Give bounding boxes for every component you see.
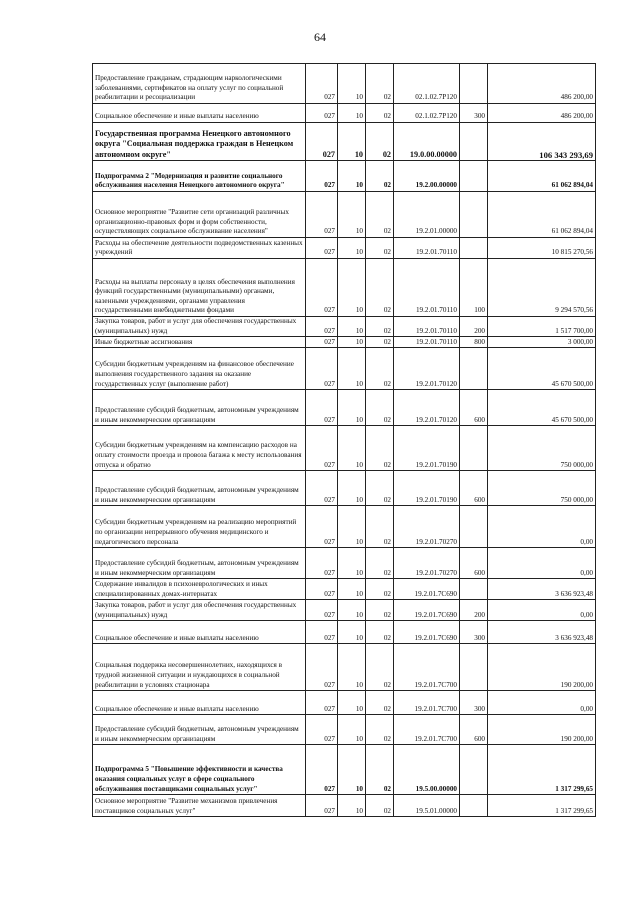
cell-section-code: 10 [338, 548, 366, 579]
cell-admin-code: 027 [306, 715, 338, 745]
cell-expense-type-code [460, 795, 488, 817]
cell-row-name: Предоставление субсидий бюджетным, автономным учреждениям и иным некоммерческим организациям [93, 715, 306, 745]
cell-target-article-code: 19.2.01.7С700 [394, 644, 460, 691]
cell-section-code: 10 [338, 426, 366, 471]
cell-target-article-code: 19.2.01.70110 [394, 337, 460, 348]
cell-subsection-code: 02 [366, 621, 394, 644]
cell-subsection-code: 02 [366, 691, 394, 715]
cell-amount: 106 343 293,69 [488, 123, 596, 161]
cell-expense-type-code: 600 [460, 390, 488, 426]
cell-amount: 1 317 299,65 [488, 745, 596, 795]
cell-section-code: 10 [338, 348, 366, 390]
cell-admin-code: 027 [306, 259, 338, 317]
table-row [93, 337, 596, 348]
cell-row-name: Предоставление субсидий бюджетным, автономным учреждениям и иным некоммерческим организациям [93, 548, 306, 579]
cell-admin-code: 027 [306, 506, 338, 548]
cell-amount: 3 636 923,48 [488, 579, 596, 600]
cell-subsection-code: 02 [366, 337, 394, 348]
table-row [93, 123, 596, 161]
table-row [93, 348, 596, 390]
cell-expense-type-code [460, 506, 488, 548]
cell-amount: 0,00 [488, 548, 596, 579]
cell-amount: 45 670 500,00 [488, 390, 596, 426]
cell-section-code: 10 [338, 691, 366, 715]
cell-admin-code: 027 [306, 317, 338, 337]
cell-admin-code: 027 [306, 691, 338, 715]
cell-admin-code: 027 [306, 795, 338, 817]
table-row [93, 691, 596, 715]
cell-subsection-code: 02 [366, 104, 394, 123]
cell-subsection-code: 02 [366, 390, 394, 426]
cell-target-article-code: 19.2.01.70190 [394, 426, 460, 471]
cell-target-article-code: 19.2.01.70120 [394, 390, 460, 426]
cell-row-name: Подпрограмма 5 "Повышение эффективности и качества оказания социальных услуг в сфере социального обслуживания поставщиками социальных услуг" [93, 745, 306, 795]
cell-row-name: Содержание инвалидов в психоневрологических и иных специализированных домах-интернатах [93, 579, 306, 600]
cell-admin-code: 027 [306, 471, 338, 506]
cell-expense-type-code: 300 [460, 104, 488, 123]
cell-row-name: Социальное обеспечение и иные выплаты населению [93, 104, 306, 123]
table-row [93, 795, 596, 817]
cell-target-article-code: 19.2.01.7С700 [394, 691, 460, 715]
cell-admin-code: 027 [306, 390, 338, 426]
page-number: 64 [314, 30, 326, 44]
cell-admin-code: 027 [306, 64, 338, 104]
cell-amount: 750 000,00 [488, 426, 596, 471]
table-row [93, 238, 596, 259]
table-row [93, 104, 596, 123]
cell-section-code: 10 [338, 600, 366, 621]
cell-section-code: 10 [338, 317, 366, 337]
table-row [93, 644, 596, 691]
cell-row-name: Основное мероприятие "Развитие механизмов привлечения поставщиков социальных услуг" [93, 795, 306, 817]
cell-row-name: Предоставление гражданам, страдающим наркологическими заболеваниями, сертификатов на оплату услуг по социальной реабилитации и ресоциализации [93, 64, 306, 104]
table-row [93, 161, 596, 192]
table-row [93, 621, 596, 644]
cell-row-name: Субсидии бюджетным учреждениям на компенсацию расходов на оплату стоимости проезда и провоза багажа к месту использования отпуска и обратно [93, 426, 306, 471]
cell-amount: 486 200,00 [488, 64, 596, 104]
cell-subsection-code: 02 [366, 161, 394, 192]
cell-admin-code: 027 [306, 579, 338, 600]
cell-expense-type-code [460, 426, 488, 471]
cell-expense-type-code: 600 [460, 548, 488, 579]
table-row [93, 390, 596, 426]
cell-row-name: Социальное обеспечение и иные выплаты населению [93, 691, 306, 715]
budget-table-body [93, 64, 596, 817]
cell-row-name: Закупка товаров, работ и услуг для обеспечения государственных (муниципальных) нужд [93, 317, 306, 337]
table-row [93, 548, 596, 579]
cell-amount: 190 200,00 [488, 715, 596, 745]
cell-subsection-code: 02 [366, 348, 394, 390]
cell-row-name: Основное мероприятие "Развитие сети организаций различных организационно-правовых форм и форм собственности, осуществляющих социальное обслуживание населения" [93, 192, 306, 238]
cell-amount: 1 317 299,65 [488, 795, 596, 817]
table-row [93, 506, 596, 548]
table-row [93, 426, 596, 471]
cell-expense-type-code [460, 123, 488, 161]
cell-expense-type-code [460, 238, 488, 259]
cell-admin-code: 027 [306, 123, 338, 161]
cell-section-code: 10 [338, 644, 366, 691]
cell-target-article-code: 19.2.01.70190 [394, 471, 460, 506]
cell-admin-code: 027 [306, 337, 338, 348]
cell-target-article-code: 19.2.01.70110 [394, 259, 460, 317]
cell-section-code: 10 [338, 471, 366, 506]
cell-target-article-code: 19.2.01.7С690 [394, 579, 460, 600]
cell-row-name: Иные бюджетные ассигнования [93, 337, 306, 348]
budget-table [92, 63, 596, 817]
cell-amount: 61 062 894,04 [488, 161, 596, 192]
cell-admin-code: 027 [306, 192, 338, 238]
table-row [93, 64, 596, 104]
cell-section-code: 10 [338, 337, 366, 348]
cell-subsection-code: 02 [366, 745, 394, 795]
cell-subsection-code: 02 [366, 548, 394, 579]
cell-row-name: Государственная программа Ненецкого автономного округа "Социальная поддержка граждан в Ненецком автономном округе" [93, 123, 306, 161]
cell-expense-type-code [460, 64, 488, 104]
cell-amount: 61 062 894,04 [488, 192, 596, 238]
table-row [93, 600, 596, 621]
cell-amount: 0,00 [488, 506, 596, 548]
cell-section-code: 10 [338, 104, 366, 123]
cell-target-article-code: 02.1.02.7Р120 [394, 104, 460, 123]
cell-subsection-code: 02 [366, 192, 394, 238]
cell-target-article-code: 19.2.01.7С700 [394, 715, 460, 745]
cell-subsection-code: 02 [366, 64, 394, 104]
cell-row-name: Расходы на выплаты персоналу в целях обеспечения выполнения функций государственными (муниципальными) органами, казенными учреждениями, органами управления государственными внебюджетными фондами [93, 259, 306, 317]
cell-section-code: 10 [338, 390, 366, 426]
table-row [93, 317, 596, 337]
cell-section-code: 10 [338, 621, 366, 644]
cell-subsection-code: 02 [366, 644, 394, 691]
cell-subsection-code: 02 [366, 795, 394, 817]
table-row [93, 745, 596, 795]
cell-row-name: Субсидии бюджетным учреждениям на финансовое обеспечение выполнения государственного задания на оказание государственных услуг (выполнение работ) [93, 348, 306, 390]
cell-subsection-code: 02 [366, 426, 394, 471]
cell-section-code: 10 [338, 192, 366, 238]
cell-target-article-code: 19.2.01.70270 [394, 548, 460, 579]
cell-target-article-code: 19.2.01.7С690 [394, 600, 460, 621]
cell-row-name: Социальная поддержка несовершеннолетних, находящихся в трудной жизненной ситуации и нуждающихся в социальной реабилитации в условиях стационара [93, 644, 306, 691]
cell-expense-type-code: 200 [460, 317, 488, 337]
cell-expense-type-code [460, 745, 488, 795]
cell-expense-type-code: 800 [460, 337, 488, 348]
cell-target-article-code: 02.1.02.7Р120 [394, 64, 460, 104]
cell-section-code: 10 [338, 715, 366, 745]
table-row [93, 471, 596, 506]
cell-subsection-code: 02 [366, 715, 394, 745]
table-row [93, 192, 596, 238]
cell-target-article-code: 19.5.00.00000 [394, 745, 460, 795]
cell-amount: 0,00 [488, 600, 596, 621]
cell-subsection-code: 02 [366, 471, 394, 506]
cell-section-code: 10 [338, 259, 366, 317]
cell-expense-type-code [460, 192, 488, 238]
cell-expense-type-code: 600 [460, 715, 488, 745]
cell-amount: 190 200,00 [488, 644, 596, 691]
cell-admin-code: 027 [306, 104, 338, 123]
cell-row-name: Закупка товаров, работ и услуг для обеспечения государственных (муниципальных) нужд [93, 600, 306, 621]
cell-target-article-code: 19.2.01.70110 [394, 317, 460, 337]
cell-target-article-code: 19.2.00.00000 [394, 161, 460, 192]
cell-admin-code: 027 [306, 238, 338, 259]
cell-admin-code: 027 [306, 161, 338, 192]
cell-expense-type-code [460, 348, 488, 390]
cell-subsection-code: 02 [366, 123, 394, 161]
cell-amount: 0,00 [488, 691, 596, 715]
cell-subsection-code: 02 [366, 238, 394, 259]
cell-section-code: 10 [338, 161, 366, 192]
cell-section-code: 10 [338, 238, 366, 259]
cell-section-code: 10 [338, 579, 366, 600]
cell-subsection-code: 02 [366, 317, 394, 337]
cell-admin-code: 027 [306, 745, 338, 795]
cell-expense-type-code: 100 [460, 259, 488, 317]
cell-admin-code: 027 [306, 548, 338, 579]
cell-row-name: Подпрограмма 2 "Модернизация и развитие социального обслуживания населения Ненецкого автономного округа" [93, 161, 306, 192]
cell-row-name: Субсидии бюджетным учреждениям на реализацию мероприятий по организации непрерывного обучения медицинского и педагогического персонала [93, 506, 306, 548]
cell-amount: 3 000,00 [488, 337, 596, 348]
cell-section-code: 10 [338, 506, 366, 548]
cell-expense-type-code [460, 644, 488, 691]
cell-expense-type-code: 300 [460, 621, 488, 644]
cell-row-name: Социальное обеспечение и иные выплаты населению [93, 621, 306, 644]
cell-row-name: Расходы на обеспечение деятельности подведомственных казенных учреждений [93, 238, 306, 259]
cell-admin-code: 027 [306, 426, 338, 471]
cell-section-code: 10 [338, 745, 366, 795]
table-row [93, 579, 596, 600]
table-row [93, 259, 596, 317]
cell-subsection-code: 02 [366, 259, 394, 317]
cell-amount: 9 294 570,56 [488, 259, 596, 317]
cell-section-code: 10 [338, 64, 366, 104]
cell-expense-type-code [460, 579, 488, 600]
cell-subsection-code: 02 [366, 600, 394, 621]
cell-row-name: Предоставление субсидий бюджетным, автономным учреждениям и иным некоммерческим организациям [93, 471, 306, 506]
cell-amount: 10 815 270,56 [488, 238, 596, 259]
cell-subsection-code: 02 [366, 506, 394, 548]
cell-expense-type-code: 600 [460, 471, 488, 506]
cell-expense-type-code: 300 [460, 691, 488, 715]
cell-target-article-code: 19.2.01.7С690 [394, 621, 460, 644]
cell-amount: 45 670 500,00 [488, 348, 596, 390]
cell-admin-code: 027 [306, 621, 338, 644]
cell-target-article-code: 19.0.00.00000 [394, 123, 460, 161]
cell-admin-code: 027 [306, 348, 338, 390]
cell-amount: 3 636 923,48 [488, 621, 596, 644]
cell-section-code: 10 [338, 123, 366, 161]
cell-target-article-code: 19.2.01.70120 [394, 348, 460, 390]
cell-target-article-code: 19.2.01.00000 [394, 192, 460, 238]
cell-amount: 750 000,00 [488, 471, 596, 506]
cell-amount: 1 517 700,00 [488, 317, 596, 337]
cell-admin-code: 027 [306, 644, 338, 691]
cell-row-name: Предоставление субсидий бюджетным, автономным учреждениям и иным некоммерческим организациям [93, 390, 306, 426]
table-row [93, 715, 596, 745]
cell-section-code: 10 [338, 795, 366, 817]
cell-admin-code: 027 [306, 600, 338, 621]
cell-expense-type-code: 200 [460, 600, 488, 621]
cell-expense-type-code [460, 161, 488, 192]
cell-target-article-code: 19.5.01.00000 [394, 795, 460, 817]
cell-amount: 486 200,00 [488, 104, 596, 123]
cell-subsection-code: 02 [366, 579, 394, 600]
cell-target-article-code: 19.2.01.70110 [394, 238, 460, 259]
cell-target-article-code: 19.2.01.70270 [394, 506, 460, 548]
